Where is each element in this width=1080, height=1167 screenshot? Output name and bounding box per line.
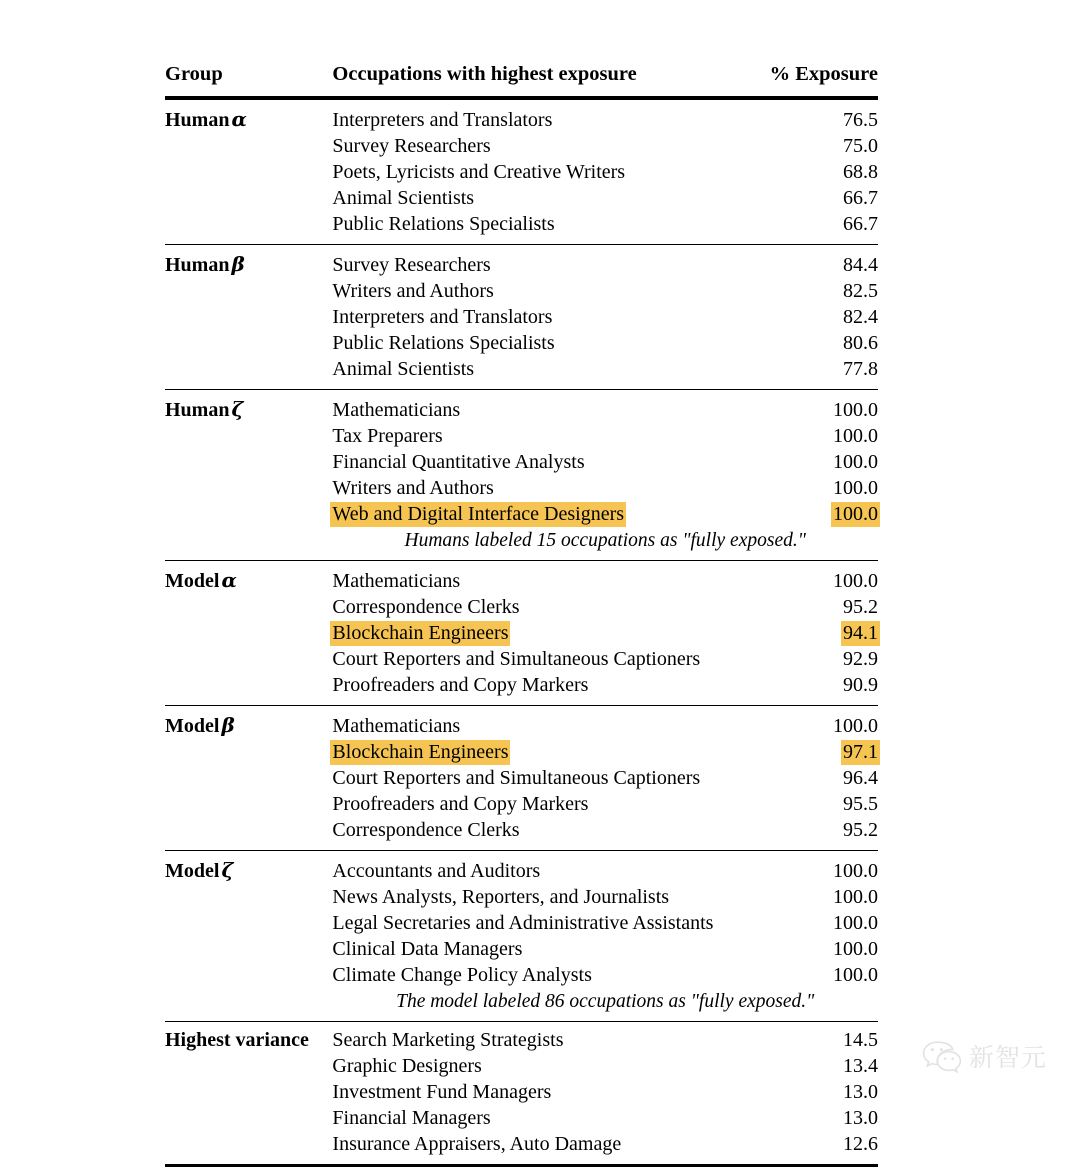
occupation-label: Proofreaders and Copy Markers (332, 790, 769, 816)
exposure-value: 100.0 (770, 561, 878, 593)
group-label-spacer (165, 593, 332, 619)
highlighted-occupation: Blockchain Engineers (330, 740, 510, 765)
exposure-value: 100.0 (770, 474, 878, 500)
occupation-label: Proofreaders and Copy Markers (332, 671, 769, 706)
table-header-row (165, 54, 878, 98)
exposure-value: 100.0 (770, 390, 878, 422)
group-greek-symbol: α (219, 568, 236, 592)
table-row (165, 1104, 878, 1130)
group-label: Human ζ (165, 390, 332, 422)
highlighted-exposure-value: 94.1 (841, 621, 880, 646)
highlighted-exposure-value: 97.1 (841, 740, 880, 765)
occupation-label: Investment Fund Managers (332, 1078, 769, 1104)
table-row (165, 561, 878, 593)
exposure-value: 14.5 (770, 1022, 878, 1052)
table-row (165, 448, 878, 474)
table-row (165, 1130, 878, 1166)
highlighted-occupation: Blockchain Engineers (330, 621, 510, 646)
exposure-value: 95.2 (770, 816, 878, 851)
group-label: Model ζ (165, 851, 332, 883)
occupation-label: Writers and Authors (332, 474, 769, 500)
exposure-value (770, 738, 878, 764)
group-label-spacer (165, 816, 332, 851)
group-label: Human β (165, 245, 332, 277)
group-label-spacer (165, 1130, 332, 1166)
group-greek-symbol: ζ (229, 397, 243, 421)
table-row (165, 909, 878, 935)
occupation-label: Interpreters and Translators (332, 100, 769, 132)
exposure-value: 66.7 (770, 210, 878, 245)
table-row (165, 277, 878, 303)
occupation-label (332, 738, 769, 764)
group-label-spacer (165, 883, 332, 909)
watermark-text: 新智元 (969, 1045, 1047, 1070)
exposure-value: 76.5 (770, 100, 878, 132)
occupation-label: Court Reporters and Simultaneous Captioners (332, 764, 769, 790)
exposure-value: 82.4 (770, 303, 878, 329)
group-label-spacer (165, 422, 332, 448)
group-label-spacer (165, 790, 332, 816)
group-label: Human α (165, 100, 332, 132)
occupation-label: Animal Scientists (332, 184, 769, 210)
table-row (165, 764, 878, 790)
table-row (165, 210, 878, 245)
table-row (165, 245, 878, 277)
group-label-spacer (165, 961, 332, 987)
caption-spacer (165, 526, 332, 561)
table-row (165, 883, 878, 909)
group-label-spacer (165, 1052, 332, 1078)
occupation-label (332, 500, 769, 526)
exposure-value (770, 500, 878, 526)
occupation-label: Poets, Lyricists and Creative Writers (332, 158, 769, 184)
occupation-label: Mathematicians (332, 706, 769, 738)
table-row (165, 329, 878, 355)
exposure-value: 100.0 (770, 422, 878, 448)
table-row (165, 619, 878, 645)
occupation-label: Insurance Appraisers, Auto Damage (332, 1130, 769, 1166)
table-row (165, 500, 878, 526)
exposure-value: 92.9 (770, 645, 878, 671)
table-row (165, 816, 878, 851)
occupation-label: Search Marketing Strategists (332, 1022, 769, 1052)
highlighted-occupation: Web and Digital Interface Designers (330, 502, 626, 527)
table-row (165, 738, 878, 764)
group-label: Highest variance (165, 1022, 332, 1052)
exposure-value: 80.6 (770, 329, 878, 355)
exposure-value: 96.4 (770, 764, 878, 790)
group-label-spacer (165, 474, 332, 500)
group-label-spacer (165, 671, 332, 706)
column-header-exposure: % Exposure (770, 54, 878, 98)
exposure-value: 100.0 (770, 883, 878, 909)
table-row (165, 1022, 878, 1052)
exposure-table-container (165, 54, 878, 1167)
occupation-label: Interpreters and Translators (332, 303, 769, 329)
table-row (165, 184, 878, 210)
exposure-value: 100.0 (770, 909, 878, 935)
occupation-label: Tax Preparers (332, 422, 769, 448)
table-row (165, 1052, 878, 1078)
exposure-value: 100.0 (770, 961, 878, 987)
group-greek-symbol: α (229, 107, 246, 131)
group-label: Model β (165, 706, 332, 738)
exposure-value: 12.6 (770, 1130, 878, 1166)
column-header-group: Group (165, 54, 332, 98)
highlighted-exposure-value: 100.0 (831, 502, 880, 527)
exposure-value: 100.0 (770, 706, 878, 738)
exposure-value: 95.5 (770, 790, 878, 816)
occupation-label: Public Relations Specialists (332, 329, 769, 355)
group-caption: Humans labeled 15 occupations as "fully exposed." (332, 526, 878, 561)
occupation-label: Graphic Designers (332, 1052, 769, 1078)
group-label-spacer (165, 764, 332, 790)
exposure-value: 66.7 (770, 184, 878, 210)
table-row (165, 706, 878, 738)
table-row (165, 474, 878, 500)
group-label-spacer (165, 448, 332, 474)
group-label-spacer (165, 500, 332, 526)
group-label-spacer (165, 132, 332, 158)
table-row (165, 158, 878, 184)
table-row (165, 935, 878, 961)
table-body (165, 100, 878, 1167)
group-label-spacer (165, 158, 332, 184)
exposure-value: 75.0 (770, 132, 878, 158)
occupation-label: Mathematicians (332, 561, 769, 593)
exposure-value: 90.9 (770, 671, 878, 706)
exposure-value: 84.4 (770, 245, 878, 277)
group-caption-row (165, 526, 878, 561)
occupation-label (332, 619, 769, 645)
exposure-value: 77.8 (770, 355, 878, 390)
occupation-label: Survey Researchers (332, 132, 769, 158)
occupation-label: Financial Quantitative Analysts (332, 448, 769, 474)
occupation-label: Clinical Data Managers (332, 935, 769, 961)
occupation-label: Climate Change Policy Analysts (332, 961, 769, 987)
exposure-value: 13.4 (770, 1052, 878, 1078)
group-greek-symbol: β (219, 713, 234, 737)
exposure-value: 95.2 (770, 593, 878, 619)
table-row (165, 645, 878, 671)
table-row (165, 790, 878, 816)
group-label-spacer (165, 184, 332, 210)
caption-spacer (165, 987, 332, 1022)
table-row (165, 422, 878, 448)
wechat-watermark (922, 1040, 1047, 1074)
exposure-value: 100.0 (770, 851, 878, 883)
exposure-value: 13.0 (770, 1078, 878, 1104)
group-label-spacer (165, 645, 332, 671)
table-row (165, 303, 878, 329)
table-row (165, 132, 878, 158)
group-greek-symbol: ζ (219, 858, 233, 882)
table-row (165, 1078, 878, 1104)
occupation-label: Legal Secretaries and Administrative Assistants (332, 909, 769, 935)
group-label: Model α (165, 561, 332, 593)
occupation-label: Correspondence Clerks (332, 816, 769, 851)
exposure-value: 13.0 (770, 1104, 878, 1130)
occupation-label: Accountants and Auditors (332, 851, 769, 883)
exposure-value (770, 619, 878, 645)
table-row (165, 851, 878, 883)
group-label-spacer (165, 303, 332, 329)
exposure-value: 100.0 (770, 448, 878, 474)
occupation-label: Public Relations Specialists (332, 210, 769, 245)
group-label-spacer (165, 329, 332, 355)
wechat-icon (922, 1040, 962, 1074)
occupation-label: Mathematicians (332, 390, 769, 422)
group-label-spacer (165, 619, 332, 645)
group-label-spacer (165, 355, 332, 390)
table-row (165, 961, 878, 987)
occupation-label: Writers and Authors (332, 277, 769, 303)
occupation-label: News Analysts, Reporters, and Journalists (332, 883, 769, 909)
occupation-exposure-table (165, 54, 878, 1167)
group-label-spacer (165, 909, 332, 935)
table-row (165, 671, 878, 706)
table-row (165, 355, 878, 390)
group-label-spacer (165, 1104, 332, 1130)
group-label-spacer (165, 1078, 332, 1104)
occupation-label: Financial Managers (332, 1104, 769, 1130)
exposure-value: 100.0 (770, 935, 878, 961)
occupation-label: Survey Researchers (332, 245, 769, 277)
table-row (165, 593, 878, 619)
group-greek-symbol: β (229, 252, 244, 276)
exposure-value: 82.5 (770, 277, 878, 303)
group-caption: The model labeled 86 occupations as "fully exposed." (332, 987, 878, 1022)
group-label-spacer (165, 210, 332, 245)
column-header-occupations: Occupations with highest exposure (332, 54, 769, 98)
occupation-label: Correspondence Clerks (332, 593, 769, 619)
group-label-spacer (165, 935, 332, 961)
group-caption-row (165, 987, 878, 1022)
group-label-spacer (165, 277, 332, 303)
exposure-value: 68.8 (770, 158, 878, 184)
occupation-label: Animal Scientists (332, 355, 769, 390)
group-label-spacer (165, 738, 332, 764)
table-row (165, 390, 878, 422)
occupation-label: Court Reporters and Simultaneous Captioners (332, 645, 769, 671)
table-row (165, 100, 878, 132)
